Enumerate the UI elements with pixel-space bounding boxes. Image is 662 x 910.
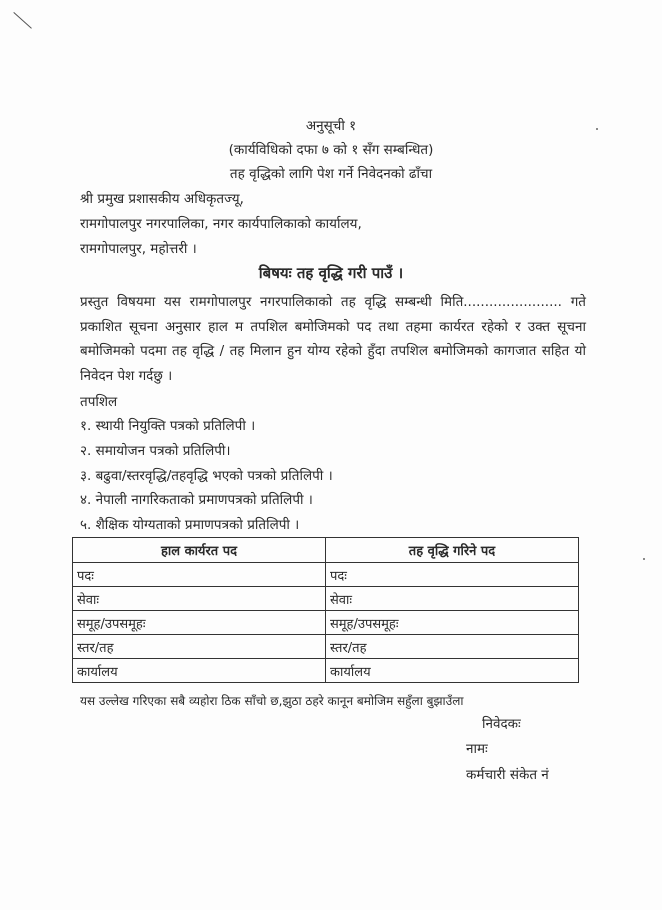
table-row <box>73 659 579 683</box>
header-current-post: हाल कार्यरत पद <box>73 538 326 563</box>
annex-item: ४. नेपाली नागरिकताको प्रमाणपत्रको प्रतिलिपी । <box>80 492 313 508</box>
table-cell: सेवाः <box>326 587 579 611</box>
addressee-line-2: रामगोपालपुर नगरपालिका, नगर कार्यपालिकाको कार्यालय, <box>80 216 362 232</box>
declaration-text: यस उल्लेख गरिएका सबै व्यहोरा ठिक साँचो छ,झुठा ठहरे कानून बमोजिम सहुँला बुझाउँला <box>80 694 464 708</box>
header-promoted-post: तह वृद्धि गरिने पद <box>326 538 579 563</box>
table-cell: स्तर/तह <box>73 635 326 659</box>
schedule-reference: (कार्यविधिको दफा ७ को १ सँग सम्बन्धित) <box>228 142 434 158</box>
schedule-title: अनुसूची १ <box>305 118 357 134</box>
table-cell: समूह/उपसमूहः <box>73 611 326 635</box>
name-label: नामः <box>466 741 488 757</box>
table-header-row <box>73 538 579 563</box>
body-paragraph: प्रस्तुत विषयमा यस रामगोपालपुर नगरपालिकाको तह वृद्धि सम्बन्धी मिति....................... गते प्रकाशित सूचना अनुसार हाल म तपशिल बमोजिमको पद तथा तहमा कार्यरत रहेको र उक्त सूचना बमोजिमको पदमा तह वृद्धि / तह मिलान हुन योग्य रहेको हुँदा तपशिल बमोजिमको कागजात सहित यो निवेदन पेश गर्दछु । <box>80 294 586 384</box>
table-cell: पदः <box>326 563 579 587</box>
form-title: तह वृद्धिको लागि पेश गर्ने निवेदनको ढाँचा <box>229 166 433 182</box>
table-cell: कार्यालय <box>326 659 579 683</box>
annex-item: १. स्थायी नियुक्ति पत्रको प्रतिलिपी । <box>80 418 256 434</box>
table-row <box>73 563 579 587</box>
subject-line: बिषयः तह वृद्धि गरी पाउँ । <box>258 264 404 282</box>
table-cell: स्तर/तह <box>326 635 579 659</box>
table-cell: सेवाः <box>73 587 326 611</box>
annex-item: २. समायोजन पत्रको प्रतिलिपी। <box>80 443 231 459</box>
annex-item: ३. बढुवा/स्तरवृद्धि/तहवृद्धि भएको पत्रको प्रतिलिपी । <box>80 468 333 484</box>
position-table <box>72 537 579 683</box>
scan-edge-mark <box>13 12 32 29</box>
table-cell: पदः <box>73 563 326 587</box>
annex-heading: तपशिल <box>80 394 118 410</box>
table-row <box>73 587 579 611</box>
scan-speck <box>643 558 645 560</box>
annex-item: ५. शैक्षिक योग्यताको प्रमाणपत्रको प्रतिलिपी । <box>80 517 300 533</box>
table-cell: समूह/उपसमूहः <box>326 611 579 635</box>
table-row <box>73 635 579 659</box>
addressee-line-3: रामगोपालपुर, महोत्तरी । <box>80 241 197 257</box>
addressee-line-1: श्री प्रमुख प्रशासकीय अधिकृतज्यू, <box>80 191 244 207</box>
table-cell: कार्यालय <box>73 659 326 683</box>
employee-code-label: कर्मचारी संकेत नं <box>466 767 549 783</box>
applicant-label: निवेदकः <box>482 716 521 732</box>
table-row <box>73 611 579 635</box>
